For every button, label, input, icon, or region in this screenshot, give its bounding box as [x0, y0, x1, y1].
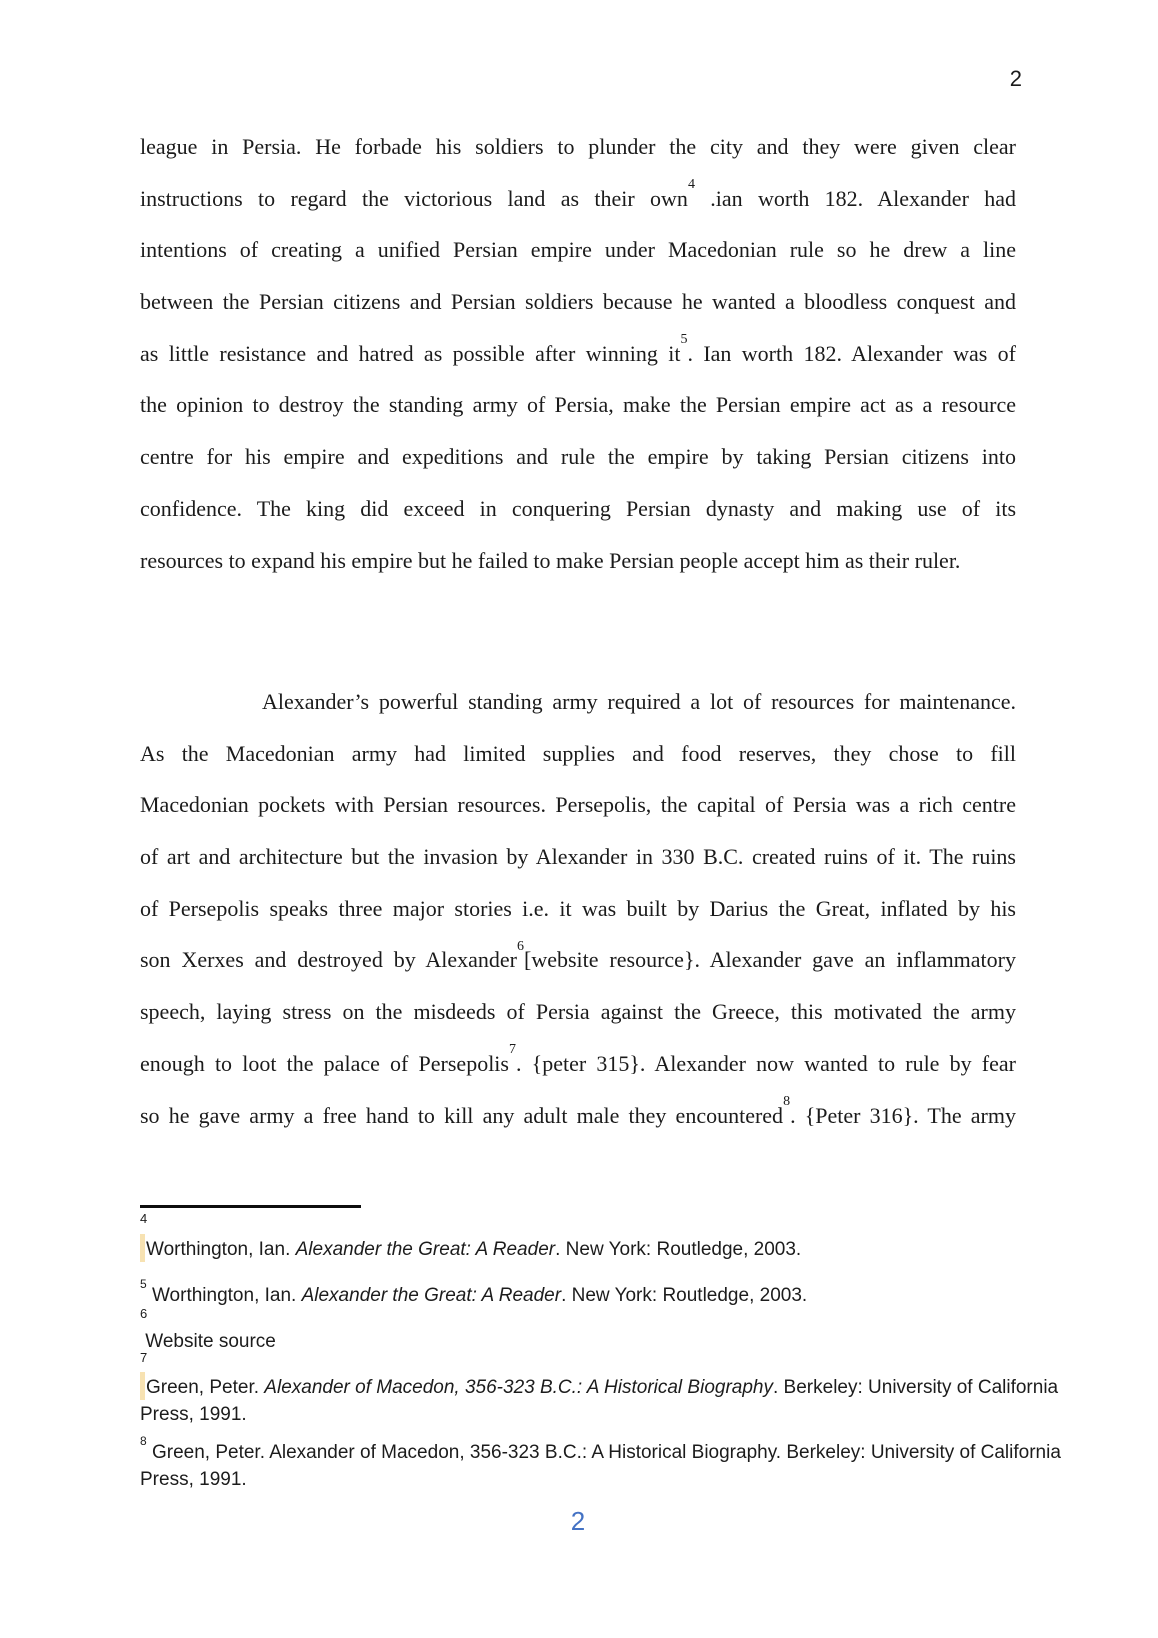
footnote-number: 4 — [140, 1211, 148, 1226]
text-line — [140, 379, 1016, 431]
text-line — [140, 1090, 1016, 1142]
text-run: speech, laying stress on the misdeeds of Persia against the Greece, this motivated the army — [140, 999, 1016, 1025]
text-line — [140, 328, 1016, 380]
footnote-separator — [140, 1205, 361, 1208]
text-run: Alexander’s powerful standing army required a lot of resources for maintenance. — [262, 689, 1016, 714]
text-line — [140, 1038, 1016, 1090]
citation-title: Alexander of Macedon, 356-323 B.C.: A Historical Biography — [264, 1377, 773, 1398]
footnote-item — [140, 1276, 1040, 1309]
footnote-line — [140, 1234, 1040, 1263]
citation-title: Alexander the Great: A Reader — [301, 1285, 562, 1306]
text-run: of art and architecture but the invasion by Alexander in 330 B.C. created ruins of it. The ruins — [140, 844, 1016, 870]
text-run: Worthington, Ian. — [146, 1285, 302, 1306]
footnote-ref: 5 — [680, 332, 688, 348]
text-line — [140, 276, 1016, 328]
footnote-item — [140, 1234, 1040, 1263]
text-run: centre for his empire and expeditions and rule the empire by taking Persian citizens into — [140, 444, 1016, 470]
text-run: Press, 1991. — [140, 1469, 247, 1490]
footnote-line — [140, 1372, 1059, 1401]
footnote-number: 8 — [140, 1433, 147, 1448]
text-line — [140, 483, 1016, 535]
footnote-item — [140, 1328, 1040, 1355]
text-run: . New York: Routledge, 2003. — [561, 1285, 808, 1306]
footnote-item — [140, 1372, 1059, 1428]
footnote-ref: 6 — [517, 939, 525, 955]
text-run: Press, 1991. — [140, 1404, 247, 1425]
footnote-item — [140, 1433, 1061, 1493]
text-line — [140, 173, 1016, 225]
footnote-number: 6 — [140, 1306, 148, 1321]
text-run: of Persepolis speaks three major stories i.e. it was built by Darius the Great, inflated by his — [140, 895, 1016, 921]
text-run: Macedonian pockets with Persian resources. Persepolis, the capital of Persia was a rich centre — [140, 792, 1016, 818]
text-line — [140, 431, 1016, 483]
footnote-number: 5 — [140, 1276, 147, 1291]
text-line — [140, 676, 1016, 728]
paragraph-2 — [140, 676, 1016, 1141]
text-line — [140, 224, 1016, 276]
text-run: . New York: Routledge, 2003. — [555, 1239, 802, 1260]
text-line — [140, 728, 1016, 780]
text-run: league in Persia. He forbade his soldiers to plunder the city and they were given clear — [140, 134, 1016, 159]
text-line — [140, 986, 1016, 1038]
footnote-ref: 4 — [687, 177, 695, 193]
text-run: as little resistance and hatred as possible after winning it — [140, 340, 681, 366]
footnote-line — [140, 1433, 1061, 1466]
revision-marker — [140, 1234, 145, 1262]
footnote-line — [140, 1401, 1040, 1428]
text-line — [140, 934, 1016, 986]
footnote-line — [140, 1328, 1040, 1355]
text-line — [140, 883, 1016, 935]
text-line — [140, 535, 1016, 587]
revision-marker — [140, 1372, 145, 1400]
text-line — [140, 779, 1016, 831]
text-run: so he gave army a free hand to kill any adult male they encountered — [140, 1102, 784, 1128]
text-run: intentions of creating a unified Persian empire under Macedonian rule so he drew a line — [140, 237, 1016, 263]
text-run: Website source — [140, 1331, 276, 1352]
text-run: . Ian worth 182. Alexander was of — [687, 340, 1016, 366]
text-run: Green, Peter. — [146, 1377, 265, 1398]
footnote-line — [140, 1466, 1040, 1493]
text-run: . {Peter 316}. The army — [790, 1102, 1016, 1128]
text-run: instructions to regard the victorious land as their own — [140, 185, 688, 211]
citation-title: Alexander the Great: A Reader — [295, 1239, 556, 1260]
text-run: Worthington, Ian. — [146, 1239, 296, 1260]
footnote-number: 7 — [140, 1350, 148, 1365]
footnote-ref: 7 — [508, 1042, 516, 1058]
text-line — [140, 831, 1016, 883]
text-run: . {peter 315}. Alexander now wanted to rule by fear — [515, 1050, 1016, 1076]
text-run: confidence. The king did exceed in conquering Persian dynasty and making use of its — [140, 495, 1016, 521]
text-run: the opinion to destroy the standing army of Persia, make the Persian empire act as a resource — [140, 392, 1016, 418]
footer-page-number: 2 — [570, 1506, 586, 1536]
header-page-number: 2 — [1009, 66, 1022, 91]
footnote-line — [140, 1276, 1040, 1309]
text-run: . Berkeley: University of California — [773, 1377, 1059, 1398]
text-run: resources to expand his empire but he failed to make Persian people accept him as their ruler. — [140, 547, 961, 573]
text-run: As the Macedonian army had limited supplies and food reserves, they chose to fill — [140, 740, 1016, 766]
text-line — [140, 121, 1016, 173]
text-run: enough to loot the palace of Persepolis — [140, 1050, 509, 1076]
footnote-ref: 8 — [783, 1094, 791, 1110]
text-run: between the Persian citizens and Persian soldiers because he wanted a bloodless conquest and — [140, 289, 1016, 315]
text-run: Green, Peter. Alexander of Macedon, 356-323 B.C.: A Historical Biography. Berkeley: University of California — [146, 1442, 1061, 1463]
text-run: son Xerxes and destroyed by Alexander — [140, 947, 518, 973]
text-run: .ian worth 182. Alexander had — [694, 185, 1016, 211]
text-run: [website resource}. Alexander gave an inflammatory — [524, 947, 1016, 973]
paragraph-1 — [140, 121, 1016, 586]
